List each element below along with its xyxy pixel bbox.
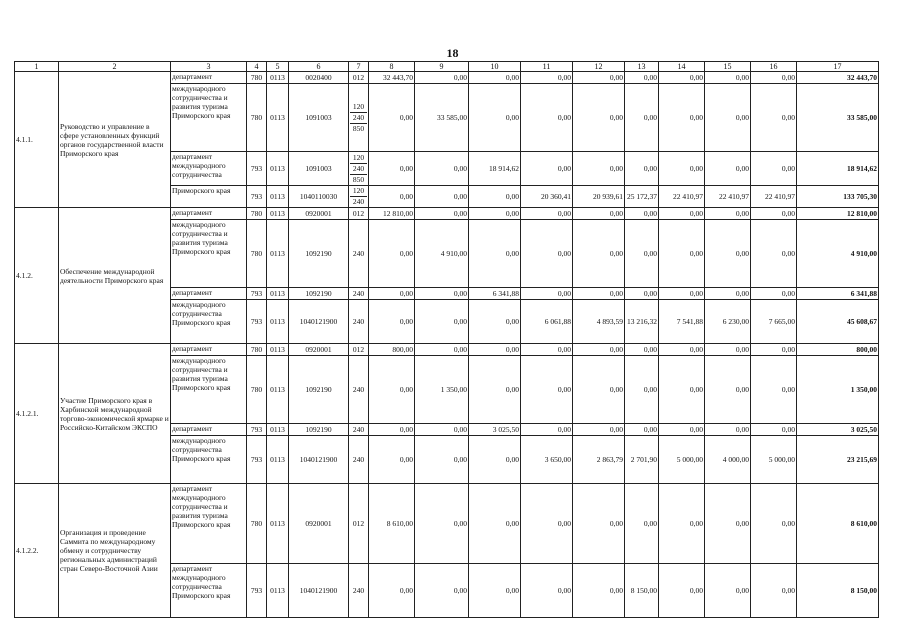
table-row xyxy=(15,344,879,356)
amount-cell: 7 665,00 xyxy=(751,300,797,344)
expense-type-stack xyxy=(350,186,367,207)
header-cell: 6 xyxy=(289,62,349,72)
amount-cell: 32 443,70 xyxy=(369,72,415,84)
section-code-cell: 0113 xyxy=(267,564,289,618)
grbs-code-cell: 780 xyxy=(247,72,267,84)
organization-cell: департамент международного сотрудничества и развития туризма Приморского края xyxy=(171,484,247,564)
amount-cell: 0,00 xyxy=(625,72,659,84)
amount-cell: 12 810,00 xyxy=(369,208,415,220)
amount-cell: 0,00 xyxy=(415,186,469,208)
header-cell: 16 xyxy=(751,62,797,72)
expense-type-stack xyxy=(350,209,367,219)
amount-cell: 25 172,37 xyxy=(625,186,659,208)
amount-cell: 0,00 xyxy=(659,220,705,288)
total-cell: 32 443,70 xyxy=(797,72,879,84)
grbs-code-cell: 780 xyxy=(247,344,267,356)
amount-cell: 0,00 xyxy=(573,484,625,564)
grbs-code-cell: 793 xyxy=(247,564,267,618)
header-cell: 14 xyxy=(659,62,705,72)
amount-cell: 0,00 xyxy=(415,564,469,618)
expense-type-code: 012 xyxy=(352,208,365,218)
amount-cell: 0,00 xyxy=(469,436,521,484)
amount-cell: 0,00 xyxy=(469,356,521,424)
expense-type-code: 240 xyxy=(352,424,365,434)
amount-cell: 0,00 xyxy=(625,208,659,220)
amount-cell: 0,00 xyxy=(521,344,573,356)
amount-cell: 0,00 xyxy=(521,208,573,220)
amount-cell: 0,00 xyxy=(573,152,625,186)
amount-cell: 0,00 xyxy=(573,424,625,436)
total-cell: 23 215,69 xyxy=(797,436,879,484)
section-title: Руководство и управление в сфере установленных функций органов государственной власти Приморского края xyxy=(59,72,171,208)
budget-table xyxy=(14,61,879,618)
organization-cell: департамент международного сотрудничества xyxy=(171,152,247,186)
expense-type-cell xyxy=(349,220,369,288)
amount-cell: 6 341,88 xyxy=(469,288,521,300)
target-article-cell: 1091003 xyxy=(289,152,349,186)
grbs-code-cell: 793 xyxy=(247,186,267,208)
header-cell: 1 xyxy=(15,62,59,72)
expense-type-cell xyxy=(349,84,369,152)
amount-cell: 0,00 xyxy=(659,356,705,424)
grbs-code-cell: 780 xyxy=(247,356,267,424)
amount-cell: 6 230,00 xyxy=(705,300,751,344)
amount-cell: 0,00 xyxy=(521,84,573,152)
header-cell: 3 xyxy=(171,62,247,72)
amount-cell: 22 410,97 xyxy=(705,186,751,208)
amount-cell: 0,00 xyxy=(415,436,469,484)
expense-type-cell xyxy=(349,152,369,186)
target-article-cell: 0920001 xyxy=(289,344,349,356)
header-cell: 13 xyxy=(625,62,659,72)
section-code: 4.1.1. xyxy=(15,72,59,208)
grbs-code-cell: 780 xyxy=(247,220,267,288)
amount-cell: 0,00 xyxy=(369,186,415,208)
amount-cell: 0,00 xyxy=(659,84,705,152)
amount-cell: 0,00 xyxy=(751,152,797,186)
amount-cell: 0,00 xyxy=(573,356,625,424)
expense-type-stack xyxy=(350,586,367,596)
organization-cell: Приморского края xyxy=(171,186,247,208)
header-cell: 9 xyxy=(415,62,469,72)
amount-cell: 0,00 xyxy=(659,344,705,356)
amount-cell: 0,00 xyxy=(369,564,415,618)
total-cell: 8 150,00 xyxy=(797,564,879,618)
section-code-cell: 0113 xyxy=(267,484,289,564)
grbs-code-cell: 793 xyxy=(247,300,267,344)
amount-cell: 6 061,88 xyxy=(521,300,573,344)
table-body xyxy=(15,72,879,618)
amount-cell: 0,00 xyxy=(469,220,521,288)
header-cell: 7 xyxy=(349,62,369,72)
amount-cell: 8 610,00 xyxy=(369,484,415,564)
amount-cell: 0,00 xyxy=(751,72,797,84)
section-code-cell: 0113 xyxy=(267,300,289,344)
table-row xyxy=(15,208,879,220)
target-article-cell: 1040121900 xyxy=(289,436,349,484)
organization-cell: департамент xyxy=(171,208,247,220)
amount-cell: 0,00 xyxy=(521,72,573,84)
expense-type-code: 012 xyxy=(352,344,365,354)
amount-cell: 0,00 xyxy=(469,84,521,152)
organization-cell: международного сотрудничества Приморского края xyxy=(171,300,247,344)
total-cell: 800,00 xyxy=(797,344,879,356)
page-number: 18 xyxy=(446,46,459,60)
table-row xyxy=(15,72,879,84)
expense-type-stack xyxy=(350,519,367,529)
amount-cell: 0,00 xyxy=(369,300,415,344)
amount-cell: 0,00 xyxy=(625,356,659,424)
organization-cell: департамент xyxy=(171,344,247,356)
amount-cell: 0,00 xyxy=(751,344,797,356)
section-code-cell: 0113 xyxy=(267,72,289,84)
header-cell: 4 xyxy=(247,62,267,72)
amount-cell: 0,00 xyxy=(415,208,469,220)
grbs-code-cell: 793 xyxy=(247,288,267,300)
amount-cell: 0,00 xyxy=(369,436,415,484)
section-title: Организация и проведение Саммита по международному обмену и сотрудничеству региональных администраций стран Северо-Восточной Азии xyxy=(59,484,171,618)
amount-cell: 0,00 xyxy=(625,424,659,436)
amount-cell: 0,00 xyxy=(521,288,573,300)
expense-type-code: 850 xyxy=(352,174,365,184)
section-code-cell: 0113 xyxy=(267,288,289,300)
amount-cell: 0,00 xyxy=(705,152,751,186)
target-article-cell: 0920001 xyxy=(289,208,349,220)
header-cell: 2 xyxy=(59,62,171,72)
expense-type-code: 240 xyxy=(352,248,365,258)
table-row xyxy=(15,484,879,564)
target-article-cell: 1040121900 xyxy=(289,564,349,618)
expense-type-code: 240 xyxy=(352,197,365,206)
expense-type-cell xyxy=(349,186,369,208)
amount-cell: 0,00 xyxy=(573,208,625,220)
amount-cell: 0,00 xyxy=(751,208,797,220)
amount-cell: 22 410,97 xyxy=(659,186,705,208)
target-article-cell: 1040121900 xyxy=(289,300,349,344)
amount-cell: 7 541,88 xyxy=(659,300,705,344)
amount-cell: 0,00 xyxy=(469,344,521,356)
expense-type-stack xyxy=(350,455,367,465)
amount-cell: 0,00 xyxy=(751,424,797,436)
expense-type-code: 120 xyxy=(350,186,367,197)
grbs-code-cell: 780 xyxy=(247,484,267,564)
amount-cell: 0,00 xyxy=(369,152,415,186)
amount-cell: 0,00 xyxy=(705,484,751,564)
amount-cell: 0,00 xyxy=(573,72,625,84)
amount-cell: 0,00 xyxy=(705,220,751,288)
amount-cell: 0,00 xyxy=(369,424,415,436)
organization-cell: департамент xyxy=(171,288,247,300)
organization-cell: международного сотрудничества и развития туризма Приморского края xyxy=(171,356,247,424)
expense-type-cell xyxy=(349,564,369,618)
amount-cell: 0,00 xyxy=(415,344,469,356)
expense-type-code: 850 xyxy=(352,123,365,133)
header-cell: 11 xyxy=(521,62,573,72)
amount-cell: 0,00 xyxy=(521,564,573,618)
expense-type-code: 240 xyxy=(350,113,367,124)
expense-type-code: 240 xyxy=(352,454,365,464)
amount-cell: 0,00 xyxy=(369,356,415,424)
amount-cell: 18 914,62 xyxy=(469,152,521,186)
amount-cell: 0,00 xyxy=(469,300,521,344)
grbs-code-cell: 793 xyxy=(247,152,267,186)
amount-cell: 0,00 xyxy=(469,564,521,618)
amount-cell: 1 350,00 xyxy=(415,356,469,424)
amount-cell: 0,00 xyxy=(469,186,521,208)
amount-cell: 0,00 xyxy=(573,84,625,152)
amount-cell: 0,00 xyxy=(415,300,469,344)
amount-cell: 0,00 xyxy=(521,152,573,186)
organization-cell: международного сотрудничества Приморского края xyxy=(171,436,247,484)
grbs-code-cell: 793 xyxy=(247,436,267,484)
expense-type-stack xyxy=(350,345,367,355)
section-code-cell: 0113 xyxy=(267,152,289,186)
expense-type-code: 240 xyxy=(352,384,365,394)
total-cell: 4 910,00 xyxy=(797,220,879,288)
expense-type-code: 240 xyxy=(352,316,365,326)
header-cell: 17 xyxy=(797,62,879,72)
amount-cell: 0,00 xyxy=(369,220,415,288)
expense-type-stack xyxy=(350,289,367,299)
section-code-cell: 0113 xyxy=(267,344,289,356)
organization-cell: департамент xyxy=(171,424,247,436)
expense-type-code: 240 xyxy=(352,585,365,595)
amount-cell: 0,00 xyxy=(751,288,797,300)
expense-type-code: 012 xyxy=(352,518,365,528)
section-code-cell: 0113 xyxy=(267,208,289,220)
amount-cell: 0,00 xyxy=(415,484,469,564)
expense-type-code: 120 xyxy=(350,102,367,113)
amount-cell: 0,00 xyxy=(705,72,751,84)
amount-cell: 0,00 xyxy=(751,220,797,288)
amount-cell: 0,00 xyxy=(751,564,797,618)
amount-cell: 0,00 xyxy=(521,356,573,424)
expense-type-cell xyxy=(349,208,369,220)
amount-cell: 0,00 xyxy=(659,72,705,84)
total-cell: 3 025,50 xyxy=(797,424,879,436)
amount-cell: 0,00 xyxy=(751,356,797,424)
target-article-cell: 1040110030 xyxy=(289,186,349,208)
amount-cell: 0,00 xyxy=(659,152,705,186)
amount-cell: 0,00 xyxy=(705,564,751,618)
section-code: 4.1.2. xyxy=(15,208,59,344)
target-article-cell: 0020400 xyxy=(289,72,349,84)
amount-cell: 0,00 xyxy=(415,424,469,436)
organization-cell: департамент xyxy=(171,72,247,84)
expense-type-stack xyxy=(350,385,367,395)
total-cell: 6 341,88 xyxy=(797,288,879,300)
total-cell: 12 810,00 xyxy=(797,208,879,220)
amount-cell: 0,00 xyxy=(659,484,705,564)
section-code-cell: 0113 xyxy=(267,84,289,152)
amount-cell: 0,00 xyxy=(751,484,797,564)
expense-type-cell xyxy=(349,436,369,484)
amount-cell: 0,00 xyxy=(705,424,751,436)
amount-cell: 0,00 xyxy=(573,564,625,618)
amount-cell: 0,00 xyxy=(751,84,797,152)
header-cell: 5 xyxy=(267,62,289,72)
amount-cell: 0,00 xyxy=(415,152,469,186)
amount-cell: 4 893,59 xyxy=(573,300,625,344)
amount-cell: 0,00 xyxy=(521,484,573,564)
header-cell: 8 xyxy=(369,62,415,72)
total-cell: 45 608,67 xyxy=(797,300,879,344)
section-code-cell: 0113 xyxy=(267,436,289,484)
amount-cell: 0,00 xyxy=(573,288,625,300)
expense-type-code: 240 xyxy=(352,288,365,298)
amount-cell: 800,00 xyxy=(369,344,415,356)
amount-cell: 0,00 xyxy=(573,220,625,288)
expense-type-stack xyxy=(350,102,367,134)
grbs-code-cell: 793 xyxy=(247,424,267,436)
amount-cell: 5 000,00 xyxy=(751,436,797,484)
total-cell: 18 914,62 xyxy=(797,152,879,186)
target-article-cell: 1091003 xyxy=(289,84,349,152)
amount-cell: 0,00 xyxy=(469,72,521,84)
amount-cell: 0,00 xyxy=(705,344,751,356)
expense-type-stack xyxy=(350,73,367,83)
amount-cell: 0,00 xyxy=(705,208,751,220)
target-article-cell: 0920001 xyxy=(289,484,349,564)
amount-cell: 0,00 xyxy=(573,344,625,356)
amount-cell: 33 585,00 xyxy=(415,84,469,152)
expense-type-stack xyxy=(350,249,367,259)
expense-type-code: 240 xyxy=(350,164,367,175)
amount-cell: 0,00 xyxy=(369,84,415,152)
amount-cell: 0,00 xyxy=(415,72,469,84)
total-cell: 33 585,00 xyxy=(797,84,879,152)
expense-type-cell xyxy=(349,300,369,344)
expense-type-stack xyxy=(350,317,367,327)
target-article-cell: 1092190 xyxy=(289,288,349,300)
amount-cell: 0,00 xyxy=(705,288,751,300)
header-cell: 12 xyxy=(573,62,625,72)
section-code-cell: 0113 xyxy=(267,186,289,208)
section-title: Участие Приморского края в Харбинской международной торгово-экономической ярмарке и Российско-Китайском ЭКСПО xyxy=(59,344,171,484)
expense-type-stack xyxy=(350,153,367,185)
amount-cell: 0,00 xyxy=(415,288,469,300)
organization-cell: департамент международного сотрудничества Приморского края xyxy=(171,564,247,618)
grbs-code-cell: 780 xyxy=(247,208,267,220)
target-article-cell: 1092190 xyxy=(289,220,349,288)
amount-cell: 20 360,41 xyxy=(521,186,573,208)
amount-cell: 0,00 xyxy=(659,564,705,618)
amount-cell: 3 025,50 xyxy=(469,424,521,436)
amount-cell: 0,00 xyxy=(659,288,705,300)
amount-cell: 0,00 xyxy=(625,288,659,300)
section-title: Обеспечение международной деятельности Приморского края xyxy=(59,208,171,344)
expense-type-code: 120 xyxy=(350,153,367,164)
total-cell: 1 350,00 xyxy=(797,356,879,424)
expense-type-cell xyxy=(349,484,369,564)
section-code-cell: 0113 xyxy=(267,220,289,288)
expense-type-stack xyxy=(350,425,367,435)
grbs-code-cell: 780 xyxy=(247,84,267,152)
total-cell: 8 610,00 xyxy=(797,484,879,564)
expense-type-cell xyxy=(349,424,369,436)
amount-cell: 0,00 xyxy=(625,84,659,152)
amount-cell: 5 000,00 xyxy=(659,436,705,484)
amount-cell: 0,00 xyxy=(625,344,659,356)
section-code: 4.1.2.2. xyxy=(15,484,59,618)
amount-cell: 22 410,97 xyxy=(751,186,797,208)
expense-type-cell xyxy=(349,72,369,84)
amount-cell: 0,00 xyxy=(705,84,751,152)
amount-cell: 13 216,32 xyxy=(625,300,659,344)
target-article-cell: 1092190 xyxy=(289,356,349,424)
amount-cell: 0,00 xyxy=(625,152,659,186)
section-code-cell: 0113 xyxy=(267,424,289,436)
section-code: 4.1.2.1. xyxy=(15,344,59,484)
amount-cell: 0,00 xyxy=(469,208,521,220)
amount-cell: 4 000,00 xyxy=(705,436,751,484)
header-row xyxy=(15,62,879,72)
organization-cell: международного сотрудничества и развития туризма Приморского края xyxy=(171,220,247,288)
expense-type-cell xyxy=(349,344,369,356)
expense-type-code: 012 xyxy=(352,72,365,82)
amount-cell: 20 939,61 xyxy=(573,186,625,208)
header-cell: 10 xyxy=(469,62,521,72)
amount-cell: 0,00 xyxy=(659,208,705,220)
expense-type-cell xyxy=(349,356,369,424)
amount-cell: 4 910,00 xyxy=(415,220,469,288)
section-code-cell: 0113 xyxy=(267,356,289,424)
expense-type-cell xyxy=(349,288,369,300)
amount-cell: 0,00 xyxy=(521,424,573,436)
amount-cell: 0,00 xyxy=(521,220,573,288)
amount-cell: 0,00 xyxy=(469,484,521,564)
amount-cell: 2 701,90 xyxy=(625,436,659,484)
amount-cell: 3 650,00 xyxy=(521,436,573,484)
total-cell: 133 705,30 xyxy=(797,186,879,208)
amount-cell: 0,00 xyxy=(369,288,415,300)
amount-cell: 0,00 xyxy=(625,484,659,564)
target-article-cell: 1092190 xyxy=(289,424,349,436)
amount-cell: 0,00 xyxy=(705,356,751,424)
amount-cell: 0,00 xyxy=(659,424,705,436)
amount-cell: 2 863,79 xyxy=(573,436,625,484)
amount-cell: 0,00 xyxy=(625,220,659,288)
amount-cell: 8 150,00 xyxy=(625,564,659,618)
header-cell: 15 xyxy=(705,62,751,72)
organization-cell: международного сотрудничества и развития туризма Приморского края xyxy=(171,84,247,152)
